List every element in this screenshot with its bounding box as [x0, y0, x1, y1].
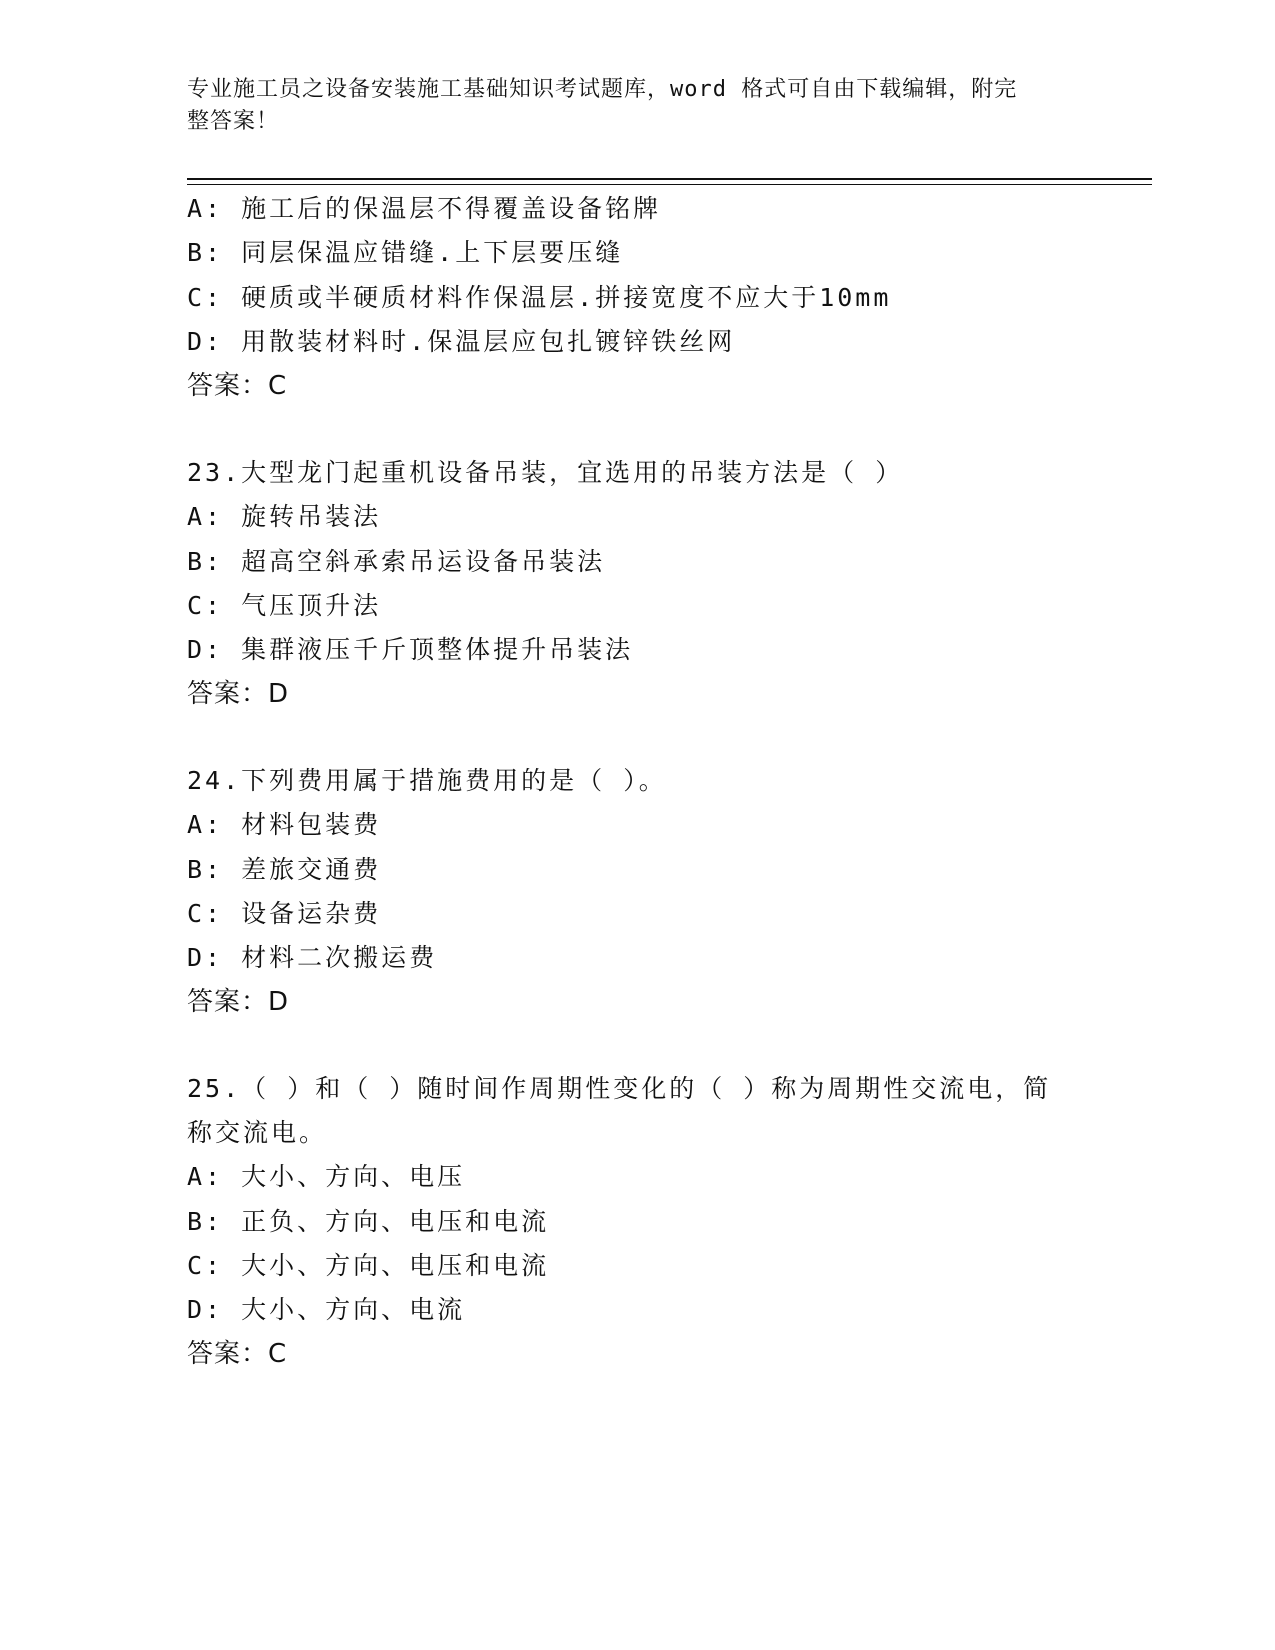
q22-option-b: B: 同层保温应错缝.上下层要压缝 — [187, 238, 624, 267]
q24-option-b: B: 差旅交通费 — [187, 855, 382, 884]
header-divider-thin — [187, 184, 1152, 185]
q24-stem: 24.下列费用属于措施费用的是（ ）。 — [187, 766, 667, 795]
q23-option-a: A: 旋转吊装法 — [187, 502, 382, 531]
q22-option-c: C: 硬质或半硬质材料作保温层.拼接宽度不应大于10mm — [187, 283, 892, 312]
header-line-1: 专业施工员之设备安装施工基础知识考试题库，word 格式可自由下载编辑，附完 — [187, 77, 1018, 102]
q25-option-a: A: 大小、方向、电压 — [187, 1162, 466, 1191]
header-line-2: 整答案！ — [187, 109, 280, 134]
q22-answer: 答案：C — [187, 371, 288, 401]
q23-option-b: B: 超高空斜承索吊运设备吊装法 — [187, 547, 606, 576]
q23-option-d: D: 集群液压千斤顶整体提升吊装法 — [187, 635, 634, 664]
q23-answer: 答案：D — [187, 679, 290, 709]
document-header — [187, 74, 1067, 138]
q22-option-a: A: 施工后的保温层不得覆盖设备铭牌 — [187, 194, 662, 223]
q25-option-b: B: 正负、方向、电压和电流 — [187, 1207, 550, 1236]
q25-stem-line-1: 25.（ ）和（ ）随时间作周期性变化的（ ）称为周期性交流电，简 — [187, 1074, 1052, 1103]
q25-answer: 答案：C — [187, 1339, 288, 1369]
q22-option-d: D: 用散装材料时.保温层应包扎镀锌铁丝网 — [187, 327, 736, 356]
q23-stem: 23.大型龙门起重机设备吊装，宜选用的吊装方法是（ ） — [187, 458, 904, 487]
q24-option-d: D: 材料二次搬运费 — [187, 943, 438, 972]
q25-option-c: C: 大小、方向、电压和电流 — [187, 1251, 550, 1280]
q25-option-d: D: 大小、方向、电流 — [187, 1295, 466, 1324]
q24-answer: 答案：D — [187, 987, 290, 1017]
q25-stem-line-2: 称交流电。 — [187, 1118, 328, 1147]
header-divider-thick — [187, 178, 1152, 180]
q23-option-c: C: 气压顶升法 — [187, 591, 382, 620]
q24-option-c: C: 设备运杂费 — [187, 899, 382, 928]
q24-option-a: A: 材料包装费 — [187, 810, 382, 839]
